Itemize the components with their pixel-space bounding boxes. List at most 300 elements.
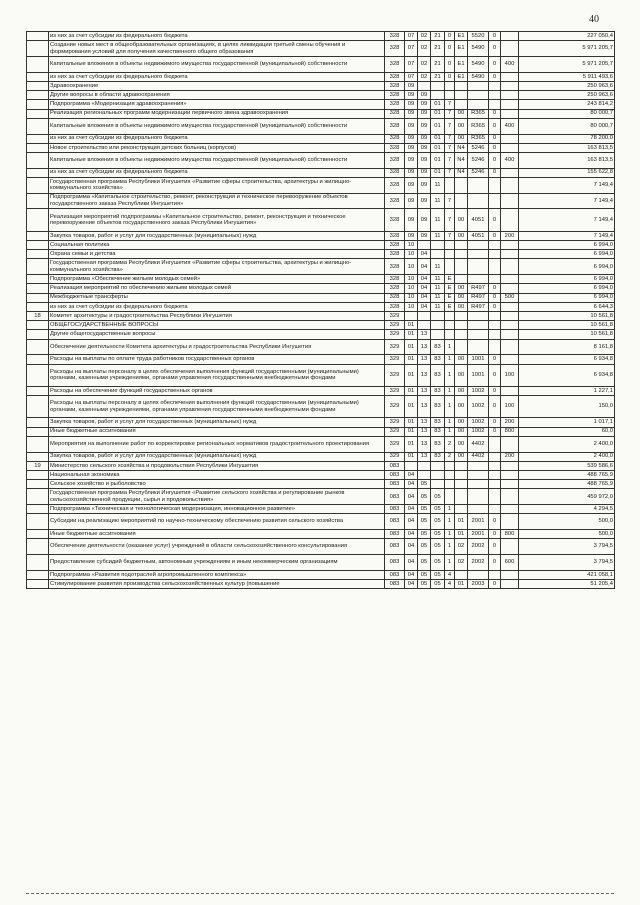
expense-direction-cell — [468, 250, 489, 259]
direction-code-cell: 00 — [455, 452, 468, 461]
amount-cell: 488 765,9 — [519, 471, 615, 480]
item-name-cell: Закупка товаров, работ и услуг для государственных (муниципальных) нужд — [49, 452, 385, 461]
expense-direction-cell — [468, 570, 489, 579]
section-code-cell: 09 — [405, 209, 418, 231]
expense-direction-cell: 4051 — [468, 209, 489, 231]
section-code-cell: 09 — [405, 168, 418, 177]
subsection-code-cell: 05 — [418, 489, 431, 505]
subprogram-code-cell: 7 — [445, 231, 455, 240]
ministry-code-cell: 083 — [385, 505, 405, 514]
subprogram-code-cell — [445, 311, 455, 320]
subsection-code-cell — [418, 461, 431, 470]
program-code-cell: 01 — [431, 168, 445, 177]
expense-direction-cell — [468, 259, 489, 275]
expense-suffix-cell — [489, 452, 501, 461]
ministry-code-cell: 328 — [385, 100, 405, 109]
subsection-code-cell: 13 — [418, 418, 431, 427]
section-code-cell: 04 — [405, 539, 418, 555]
expense-direction-cell — [468, 461, 489, 470]
row-number-cell — [27, 386, 49, 395]
expense-direction-cell: 4051 — [468, 231, 489, 240]
expense-suffix-cell — [489, 505, 501, 514]
subprogram-code-cell — [445, 471, 455, 480]
program-code-cell: 21 — [431, 32, 445, 41]
direction-code-cell: 01 — [455, 580, 468, 589]
section-code-cell — [405, 461, 418, 470]
section-code-cell: 10 — [405, 259, 418, 275]
subsection-code-cell: 05 — [418, 505, 431, 514]
amount-cell: 250 963,6 — [519, 81, 615, 90]
subsection-code-cell: 13 — [418, 436, 431, 452]
direction-code-cell — [455, 275, 468, 284]
program-code-cell: 11 — [431, 293, 445, 302]
row-number-cell — [27, 32, 49, 41]
expense-direction-cell: R497 — [468, 293, 489, 302]
subprogram-code-cell — [445, 250, 455, 259]
expense-type-cell — [501, 330, 519, 339]
table-row — [27, 321, 615, 330]
expense-suffix-cell: 0 — [489, 118, 501, 134]
amount-cell: 459 972,0 — [519, 489, 615, 505]
direction-code-cell — [455, 91, 468, 100]
expense-direction-cell — [468, 100, 489, 109]
ministry-code-cell: 329 — [385, 452, 405, 461]
table-row — [27, 489, 615, 505]
item-name-cell: Капитальные вложения в объекты недвижимого имущества государственной (муниципальной) собственности — [49, 152, 385, 168]
ministry-code-cell: 328 — [385, 168, 405, 177]
ministry-code-cell: 329 — [385, 339, 405, 355]
subprogram-code-cell — [445, 461, 455, 470]
expense-type-cell — [501, 81, 519, 90]
expense-suffix-cell: 0 — [489, 32, 501, 41]
item-name-cell: Иные бюджетные ассигнования — [49, 427, 385, 436]
direction-code-cell: 00 — [455, 293, 468, 302]
table-row — [27, 530, 615, 539]
expense-type-cell: 400 — [501, 56, 519, 72]
expense-direction-cell: 2002 — [468, 555, 489, 571]
section-code-cell: 10 — [405, 302, 418, 311]
program-code-cell — [431, 241, 445, 250]
section-code-cell: 09 — [405, 91, 418, 100]
item-name-cell: Расходы на выплаты по оплате труда работников государственных органов — [49, 355, 385, 364]
row-number-cell — [27, 100, 49, 109]
table-row — [27, 580, 615, 589]
ministry-code-cell: 329 — [385, 355, 405, 364]
expense-direction-cell: 5520 — [468, 32, 489, 41]
row-number-cell — [27, 339, 49, 355]
expense-type-cell: 200 — [501, 418, 519, 427]
subprogram-code-cell: 1 — [445, 505, 455, 514]
item-name-cell: Создание новых мест в общеобразовательных организациях, в целях ликвидации третьей смены обучения и формирования условий для получения качественного общего образования — [49, 41, 385, 57]
program-code-cell — [431, 461, 445, 470]
section-code-cell: 01 — [405, 355, 418, 364]
table-row — [27, 570, 615, 579]
section-code-cell: 07 — [405, 41, 418, 57]
direction-code-cell — [455, 100, 468, 109]
expense-direction-cell: 5246 — [468, 168, 489, 177]
expense-suffix-cell: 0 — [489, 109, 501, 118]
amount-cell: 6 994,0 — [519, 250, 615, 259]
subsection-code-cell: 04 — [418, 250, 431, 259]
expense-suffix-cell: 0 — [489, 514, 501, 530]
table-row — [27, 41, 615, 57]
row-number-cell — [27, 72, 49, 81]
amount-cell: 10 561,8 — [519, 330, 615, 339]
direction-code-cell: Е1 — [455, 56, 468, 72]
expense-suffix-cell — [489, 91, 501, 100]
amount-cell: 155 622,8 — [519, 168, 615, 177]
ministry-code-cell: 328 — [385, 72, 405, 81]
program-code-cell: 01 — [431, 152, 445, 168]
expense-type-cell — [501, 514, 519, 530]
expense-direction-cell: R365 — [468, 118, 489, 134]
item-name-cell: Иные бюджетные ассигнования — [49, 530, 385, 539]
program-code-cell: 05 — [431, 555, 445, 571]
amount-cell: 163 813,5 — [519, 152, 615, 168]
program-code-cell: 05 — [431, 505, 445, 514]
expense-suffix-cell — [489, 461, 501, 470]
table-row — [27, 109, 615, 118]
subsection-code-cell — [418, 241, 431, 250]
subsection-code-cell — [418, 81, 431, 90]
amount-cell: 60,0 — [519, 427, 615, 436]
table-row — [27, 293, 615, 302]
direction-code-cell: Е1 — [455, 41, 468, 57]
section-code-cell: 04 — [405, 555, 418, 571]
expense-direction-cell — [468, 81, 489, 90]
item-name-cell: из них за счет субсидии из федерального бюджета — [49, 72, 385, 81]
program-code-cell — [431, 471, 445, 480]
item-name-cell: из них за счет субсидии из федерального бюджета — [49, 32, 385, 41]
subsection-code-cell: 09 — [418, 134, 431, 143]
table-row — [27, 355, 615, 364]
amount-cell: 500,0 — [519, 514, 615, 530]
expense-direction-cell: 2001 — [468, 514, 489, 530]
subprogram-code-cell: 0 — [445, 56, 455, 72]
expense-direction-cell — [468, 330, 489, 339]
expense-direction-cell: 2002 — [468, 539, 489, 555]
expense-type-cell — [501, 250, 519, 259]
row-number-cell — [27, 168, 49, 177]
expense-direction-cell: 4402 — [468, 436, 489, 452]
section-code-cell: 09 — [405, 152, 418, 168]
program-code-cell — [431, 321, 445, 330]
row-number-cell — [27, 539, 49, 555]
expense-type-cell — [501, 109, 519, 118]
ministry-code-cell: 328 — [385, 56, 405, 72]
item-name-cell: Охрана семьи и детства — [49, 250, 385, 259]
expense-type-cell: 400 — [501, 118, 519, 134]
table-row — [27, 143, 615, 152]
row-number-cell — [27, 81, 49, 90]
item-name-cell: Национальная экономика — [49, 471, 385, 480]
expense-direction-cell — [468, 339, 489, 355]
item-name-cell: Новое строительство или реконструкция детских больниц (корпусов) — [49, 143, 385, 152]
direction-code-cell: Е1 — [455, 72, 468, 81]
item-name-cell: Сельское хозяйство и рыболовство — [49, 480, 385, 489]
amount-cell: 163 813,5 — [519, 143, 615, 152]
expense-type-cell — [501, 209, 519, 231]
direction-code-cell: 00 — [455, 302, 468, 311]
item-name-cell: Реализация региональных программ модернизации первичного звена здравоохранения — [49, 109, 385, 118]
table-row — [27, 152, 615, 168]
row-number-cell — [27, 555, 49, 571]
subprogram-code-cell — [445, 321, 455, 330]
expense-direction-cell: 1002 — [468, 427, 489, 436]
table-row — [27, 418, 615, 427]
row-number-cell — [27, 275, 49, 284]
expense-type-cell — [501, 461, 519, 470]
subsection-code-cell: 09 — [418, 118, 431, 134]
amount-cell: 5 971 205,7 — [519, 56, 615, 72]
item-name-cell: Подпрограмма «Капитальное строительство, ремонт, реконструкция и техническое перевооружение объектов государственного заказа Республики Ингушетия» — [49, 193, 385, 209]
row-number-cell — [27, 355, 49, 364]
subprogram-code-cell — [445, 480, 455, 489]
subprogram-code-cell: 1 — [445, 514, 455, 530]
expense-type-cell — [501, 275, 519, 284]
direction-code-cell: 00 — [455, 209, 468, 231]
ministry-code-cell: 329 — [385, 427, 405, 436]
row-number-cell — [27, 259, 49, 275]
direction-code-cell — [455, 193, 468, 209]
section-code-cell: 07 — [405, 32, 418, 41]
amount-cell: 5 911 493,6 — [519, 72, 615, 81]
expense-direction-cell: 1001 — [468, 364, 489, 386]
program-code-cell: 01 — [431, 100, 445, 109]
section-code-cell: 04 — [405, 471, 418, 480]
expense-suffix-cell — [489, 193, 501, 209]
row-number-cell — [27, 177, 49, 193]
expense-type-cell — [501, 177, 519, 193]
item-name-cell: Расходы на выплаты персоналу в целях обеспечения выполнения функций государственными (муниципальными) органами, казенными учреждениями, органами управления государственными внебюджетными фондами — [49, 364, 385, 386]
item-name-cell: Государственная программа Республики Ингушетия «Развитие сферы строительства, архитектуры и жилищно-коммунального хозяйства» — [49, 259, 385, 275]
amount-cell: 7 149,4 — [519, 209, 615, 231]
expense-type-cell: 400 — [501, 152, 519, 168]
table-row — [27, 302, 615, 311]
direction-code-cell: 01 — [455, 514, 468, 530]
ministry-code-cell: 083 — [385, 539, 405, 555]
subsection-code-cell: 09 — [418, 193, 431, 209]
row-number-cell — [27, 530, 49, 539]
direction-code-cell: 02 — [455, 539, 468, 555]
subsection-code-cell — [418, 311, 431, 320]
table-row — [27, 436, 615, 452]
subsection-code-cell: 02 — [418, 72, 431, 81]
ministry-code-cell: 328 — [385, 193, 405, 209]
amount-cell: 6 644,3 — [519, 302, 615, 311]
expense-type-cell — [501, 91, 519, 100]
ministry-code-cell: 328 — [385, 143, 405, 152]
row-number-cell — [27, 209, 49, 231]
item-name-cell: Расходы на выплаты персоналу в целях обеспечения выполнения функций государственными (муниципальными) органами, казенными учреждениями, органами управления государственными внебюджетными фондами — [49, 396, 385, 418]
amount-cell: 51 205,4 — [519, 580, 615, 589]
subsection-code-cell: 05 — [418, 570, 431, 579]
program-code-cell: 21 — [431, 72, 445, 81]
program-code-cell: 11 — [431, 177, 445, 193]
section-code-cell: 09 — [405, 143, 418, 152]
amount-cell: 250 963,6 — [519, 91, 615, 100]
expense-type-cell: 600 — [501, 555, 519, 571]
subsection-code-cell: 05 — [418, 555, 431, 571]
ministry-code-cell: 328 — [385, 284, 405, 293]
section-code-cell: 10 — [405, 293, 418, 302]
direction-code-cell — [455, 177, 468, 193]
program-code-cell: 83 — [431, 396, 445, 418]
section-code-cell: 01 — [405, 321, 418, 330]
subsection-code-cell: 09 — [418, 231, 431, 240]
subprogram-code-cell: 1 — [445, 418, 455, 427]
ministry-code-cell: 328 — [385, 134, 405, 143]
subprogram-code-cell — [445, 177, 455, 193]
expense-type-cell — [501, 436, 519, 452]
ministry-code-cell: 328 — [385, 81, 405, 90]
item-name-cell: Подпрограмма «Развития подотраслей агропромышленного комплекса» — [49, 570, 385, 579]
subprogram-code-cell: 7 — [445, 193, 455, 209]
expense-direction-cell — [468, 480, 489, 489]
direction-code-cell: 00 — [455, 418, 468, 427]
amount-cell: 4 294,5 — [519, 505, 615, 514]
item-name-cell: Здравоохранение — [49, 81, 385, 90]
table-row — [27, 452, 615, 461]
expense-suffix-cell: 0 — [489, 152, 501, 168]
subsection-code-cell: 09 — [418, 109, 431, 118]
table-row — [27, 505, 615, 514]
amount-cell: 6 994,0 — [519, 259, 615, 275]
ministry-code-cell: 328 — [385, 259, 405, 275]
page-cut-edge — [26, 893, 614, 895]
amount-cell: 7 149,4 — [519, 193, 615, 209]
row-number-cell — [27, 293, 49, 302]
expense-suffix-cell: 0 — [489, 396, 501, 418]
expense-direction-cell: R365 — [468, 109, 489, 118]
table-row — [27, 193, 615, 209]
subprogram-code-cell: 1 — [445, 539, 455, 555]
direction-code-cell: 00 — [455, 396, 468, 418]
direction-code-cell — [455, 250, 468, 259]
amount-cell: 10 561,8 — [519, 321, 615, 330]
subsection-code-cell: 05 — [418, 539, 431, 555]
amount-cell: 80 000,7 — [519, 109, 615, 118]
expense-suffix-cell — [489, 489, 501, 505]
subprogram-code-cell: 7 — [445, 100, 455, 109]
section-code-cell: 01 — [405, 396, 418, 418]
section-code-cell: 09 — [405, 81, 418, 90]
item-name-cell: Закупка товаров, работ и услуг для государственных (муниципальных) нужд — [49, 231, 385, 240]
subprogram-code-cell: 1 — [445, 555, 455, 571]
section-code-cell: 09 — [405, 100, 418, 109]
expense-suffix-cell: 0 — [489, 418, 501, 427]
section-code-cell: 09 — [405, 109, 418, 118]
program-code-cell — [431, 480, 445, 489]
item-name-cell: Комитет архитектуры и градостроительства Республики Ингушетия — [49, 311, 385, 320]
ministry-code-cell: 328 — [385, 250, 405, 259]
subsection-code-cell: 04 — [418, 259, 431, 275]
subsection-code-cell — [418, 471, 431, 480]
expense-suffix-cell — [489, 330, 501, 339]
subsection-code-cell: 04 — [418, 275, 431, 284]
item-name-cell: Предоставление субсидий бюджетным, автономным учреждениям и иным некоммерческим организациям — [49, 555, 385, 571]
direction-code-cell: 00 — [455, 231, 468, 240]
program-code-cell: 05 — [431, 530, 445, 539]
subprogram-code-cell: Е — [445, 302, 455, 311]
amount-cell: 8 161,8 — [519, 339, 615, 355]
ministry-code-cell: 329 — [385, 386, 405, 395]
table-row — [27, 241, 615, 250]
expense-direction-cell: 1001 — [468, 355, 489, 364]
expense-suffix-cell: 0 — [489, 56, 501, 72]
section-code-cell: 04 — [405, 514, 418, 530]
ministry-code-cell: 328 — [385, 32, 405, 41]
expense-direction-cell: 5246 — [468, 143, 489, 152]
expense-suffix-cell: 0 — [489, 72, 501, 81]
direction-code-cell — [455, 321, 468, 330]
amount-cell: 488 765,9 — [519, 480, 615, 489]
subprogram-code-cell: 7 — [445, 209, 455, 231]
direction-code-cell — [455, 330, 468, 339]
section-code-cell: 01 — [405, 436, 418, 452]
ministry-code-cell: 083 — [385, 471, 405, 480]
subprogram-code-cell: 2 — [445, 452, 455, 461]
expense-direction-cell — [468, 505, 489, 514]
item-name-cell: Закупка товаров, работ и услуг для государственных (муниципальных) нужд — [49, 418, 385, 427]
amount-cell: 500,0 — [519, 530, 615, 539]
table-row — [27, 555, 615, 571]
expense-type-cell — [501, 41, 519, 57]
expense-direction-cell: 2001 — [468, 530, 489, 539]
expense-type-cell — [501, 489, 519, 505]
program-code-cell: 11 — [431, 275, 445, 284]
expense-suffix-cell: 0 — [489, 134, 501, 143]
row-number-cell — [27, 241, 49, 250]
subprogram-code-cell — [445, 489, 455, 505]
table-row — [27, 72, 615, 81]
amount-cell: 1 017,1 — [519, 418, 615, 427]
direction-code-cell — [455, 461, 468, 470]
table-row — [27, 177, 615, 193]
section-code-cell: 07 — [405, 56, 418, 72]
direction-code-cell — [455, 480, 468, 489]
expense-type-cell: 100 — [501, 396, 519, 418]
amount-cell: 6 934,8 — [519, 364, 615, 386]
table-row — [27, 480, 615, 489]
program-code-cell: 05 — [431, 570, 445, 579]
ministry-code-cell: 329 — [385, 396, 405, 418]
subprogram-code-cell: 7 — [445, 168, 455, 177]
subsection-code-cell: 09 — [418, 209, 431, 231]
item-name-cell: Обеспечение деятельности Комитета архитектуры и градостроительства Республики Ингушетия — [49, 339, 385, 355]
amount-cell: 78 200,0 — [519, 134, 615, 143]
row-number-cell — [27, 452, 49, 461]
expense-direction-cell: 5490 — [468, 41, 489, 57]
section-code-cell: 04 — [405, 530, 418, 539]
section-code-cell: 01 — [405, 330, 418, 339]
program-code-cell — [431, 250, 445, 259]
item-name-cell: ОБЩЕГОСУДАРСТВЕННЫЕ ВОПРОСЫ — [49, 321, 385, 330]
subprogram-code-cell: 4 — [445, 580, 455, 589]
amount-cell: 2 400,0 — [519, 436, 615, 452]
subsection-code-cell: 13 — [418, 330, 431, 339]
table-row — [27, 396, 615, 418]
direction-code-cell: 02 — [455, 555, 468, 571]
item-name-cell: из них за счет субсидии из федерального бюджета — [49, 168, 385, 177]
item-name-cell: Стимулирование развития производства сельскохозяйственных культур (повышение — [49, 580, 385, 589]
subsection-code-cell: 05 — [418, 514, 431, 530]
item-name-cell: из них за счет субсидии из федерального бюджета — [49, 302, 385, 311]
table-row — [27, 91, 615, 100]
expense-type-cell — [501, 355, 519, 364]
ministry-code-cell: 328 — [385, 152, 405, 168]
section-code-cell: 09 — [405, 134, 418, 143]
